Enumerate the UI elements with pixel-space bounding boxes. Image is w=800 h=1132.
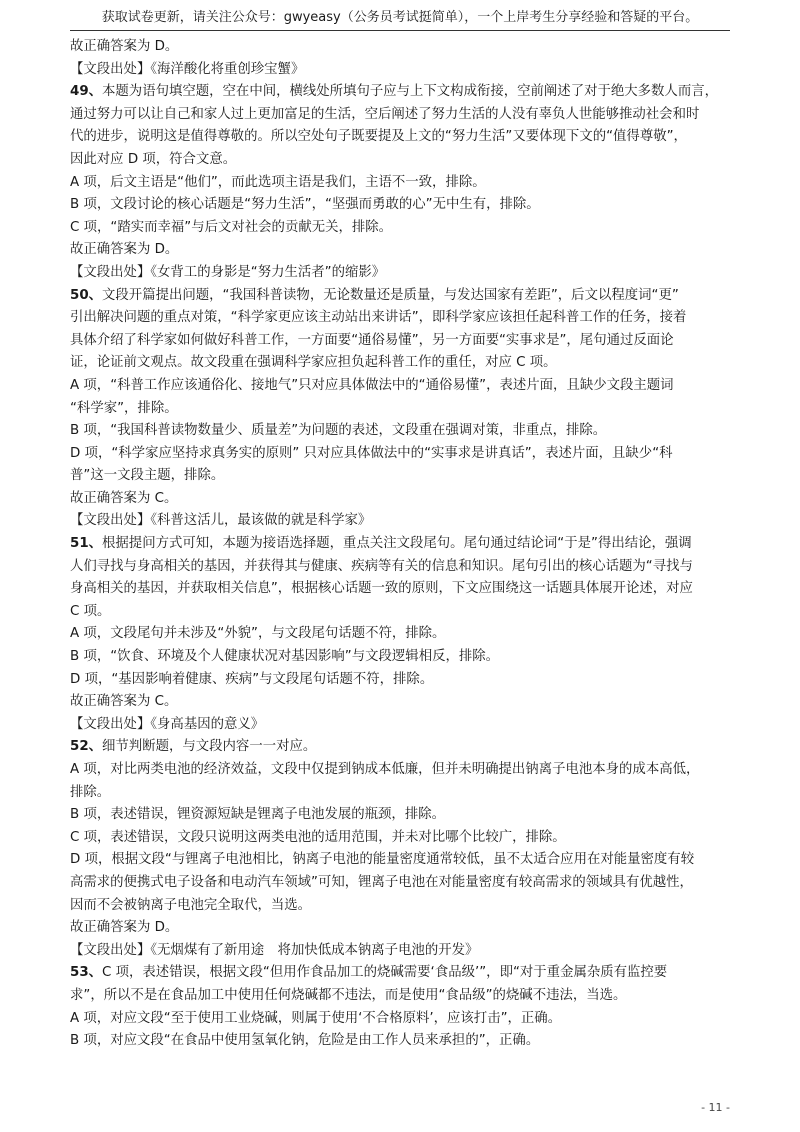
text-line (70, 940, 738, 963)
text-line (70, 285, 738, 308)
line-text: 人们寻找与身高相关的基因，并获得其与健康、疾病等有关的信息和知识。尾句引出的核心话题为“寻找与 (70, 558, 693, 574)
text-line (70, 443, 738, 466)
page-header: 获取试卷更新，请关注公众号：gwyeasy（公务员考试挺简单），一个上岸考生分享经验和答疑的平台。 (70, 8, 730, 31)
text-line (70, 217, 738, 240)
text-line (70, 895, 738, 918)
text-line (70, 782, 738, 805)
text-line (70, 149, 738, 172)
text-line (70, 691, 738, 714)
text-line (70, 736, 738, 759)
line-text: 求”，所以不是在食品加工中使用任何烧碱都不违法，而是使用“食品级”的烧碱不违法，当选。 (70, 987, 627, 1003)
text-line (70, 465, 738, 488)
line-text: B 项，“我国科普读物数量少、质量差”为问题的表述，文段重在强调对策，非重点，排除。 (70, 423, 607, 439)
text-line (70, 36, 738, 59)
text-line (70, 917, 738, 940)
line-text: 【文段出处】《无烟煤有了新用途 将加快低成本钠离子电池的开发》 (70, 942, 479, 958)
text-line (70, 533, 738, 556)
text-line (70, 239, 738, 262)
question-number: 53、 (70, 965, 103, 981)
text-line (70, 849, 738, 872)
line-text: 具体介绍了科学家如何做好科普工作，一方面要“通俗易懂”，另一方面要“实事求是”，尾句通过反面论 (70, 332, 674, 348)
line-text: D 项，“科学家应坚持求真务实的原则” 只对应具体做法中的“实事求是讲真话”，表述片面，且缺少“科 (70, 445, 673, 461)
line-text: “科学家”，排除。 (70, 400, 178, 416)
text-line (70, 827, 738, 850)
text-line (70, 804, 738, 827)
line-text: 引出解决问题的重点对策，“科学家更应该主动站出来讲话”，即科学家应该担任起科普工作的任务，接着 (70, 310, 687, 326)
text-line (70, 375, 738, 398)
line-text: B 项，文段讨论的核心话题是“努力生活”，“坚强而勇敢的心”无中生有，排除。 (70, 197, 540, 213)
line-text: 故正确答案为 C。 (70, 694, 178, 710)
text-line (70, 126, 738, 149)
line-text: 身高相关的基因，并获取相关信息”，根据核心话题一致的原则，下文应围绕这一话题具体展开论述，对应 (70, 581, 693, 597)
question-number: 49、 (70, 84, 103, 100)
page-number: - 11 - (701, 1101, 730, 1114)
line-text: B 项，对应文段“在食品中使用氢氧化钠，危险是由工作人员来承担的”，正确。 (70, 1033, 540, 1049)
line-text: C 项。 (70, 603, 111, 619)
line-text: D 项，根据文段“与锂离子电池相比，钠离子电池的能量密度通常较低，虽不太适合应用在对能量密度有较 (70, 852, 695, 868)
line-text: 【文段出处】《女背工的身影是“努力生活者”的缩影》 (70, 264, 386, 280)
line-text: C 项，表述错误，文段只说明这两类电池的适用范围，并未对比哪个比较广，排除。 (70, 829, 566, 845)
text-line (70, 1030, 738, 1053)
line-text: 普”这一文段主题，排除。 (70, 468, 225, 484)
text-line (70, 759, 738, 782)
text-line (70, 59, 738, 82)
text-line (70, 488, 738, 511)
line-text: 因此对应 D 项，符合文意。 (70, 151, 237, 167)
line-text: 本题为语句填空题，空在中间，横线处所填句子应与上下文构成衔接，空前阐述了对于绝大多数人而言， (102, 84, 718, 100)
line-text: A 项，对应文段“至于使用工业烧碱，则属于使用‘不合格原料’，应该打击”，正确。 (70, 1010, 562, 1026)
text-line (70, 81, 738, 104)
text-line (70, 556, 738, 579)
text-line (70, 578, 738, 601)
text-line (70, 194, 738, 217)
line-text: 故正确答案为 C。 (70, 490, 178, 506)
line-text: C 项，表述错误，根据文段“但用作食品加工的烧碱需要‘食品级’”，即“对于重金属杂质有监控要 (102, 965, 668, 981)
line-text: 因而不会被钠离子电池完全取代，当选。 (70, 897, 312, 913)
text-line (70, 352, 738, 375)
text-line (70, 962, 738, 985)
line-text: D 项，“基因影响着健康、疾病”与文段尾句话题不符，排除。 (70, 671, 434, 687)
line-text: 根据提问方式可知，本题为接语选择题，重点关注文段尾句。尾句通过结论词“于是”得出结论，强调 (102, 536, 692, 552)
question-number: 50、 (70, 287, 103, 303)
text-line (70, 307, 738, 330)
line-text: 故正确答案为 D。 (70, 242, 179, 258)
line-text: 【文段出处】《海洋酸化将重创珍宝蟹》 (70, 61, 305, 77)
document-body (70, 36, 738, 1053)
text-line (70, 330, 738, 353)
line-text: 【文段出处】《科普这活儿，最该做的就是科学家》 (70, 513, 372, 529)
text-line (70, 623, 738, 646)
text-line (70, 262, 738, 285)
line-text: A 项，后文主语是“他们”，而此选项主语是我们，主语不一致，排除。 (70, 174, 486, 190)
question-number: 51、 (70, 536, 103, 552)
text-line (70, 172, 738, 195)
text-line (70, 646, 738, 669)
line-text: 证，论证前文观点。故文段重在强调科学家应担负起科普工作的重任，对应 C 项。 (70, 355, 557, 371)
line-text: C 项，“踏实而幸福”与后文对社会的贡献无关，排除。 (70, 219, 393, 235)
line-text: 【文段出处】《身高基因的意义》 (70, 716, 265, 732)
line-text: 通过努力可以让自己和家人过上更加富足的生活，空后阐述了努力生活的人没有辜负人世能够推动社会和时 (70, 106, 700, 122)
text-line (70, 398, 738, 421)
text-line (70, 104, 738, 127)
line-text: 高需求的便携式电子设备和电动汽车领域”可知，锂离子电池在对能量密度有较高需求的领域具有优越性， (70, 874, 693, 890)
text-line (70, 1008, 738, 1031)
line-text: 故正确答案为 D。 (70, 39, 179, 54)
line-text: A 项，“科普工作应该通俗化、接地气”只对应具体做法中的“通俗易懂”，表述片面，且缺少文段主题词 (70, 377, 674, 393)
line-text: B 项，表述错误，锂资源短缺是锂离子电池发展的瓶颈，排除。 (70, 807, 445, 823)
text-line (70, 601, 738, 624)
line-text: 细节判断题，与文段内容一一对应。 (102, 739, 317, 755)
question-number: 52、 (70, 739, 103, 755)
line-text: 文段开篇提出问题，“我国科普读物，无论数量还是质量，与发达国家有差距”，后文以程度词“更” (102, 287, 679, 303)
line-text: B 项，“饮食、环境及个人健康状况对基因影响”与文段逻辑相反，排除。 (70, 649, 500, 665)
text-line (70, 714, 738, 737)
text-line (70, 669, 738, 692)
line-text: A 项，文段尾句并未涉及“外貌”，与文段尾句话题不符，排除。 (70, 626, 446, 642)
text-line (70, 985, 738, 1008)
line-text: 代的进步，说明这是值得尊敬的。所以空处句子既要提及上文的“努力生活”又要体现下文的“值得尊敬”， (70, 129, 687, 145)
line-text: A 项，对比两类电池的经济效益，文段中仅提到钠成本低廉，但并未明确提出钠离子电池本身的成本高低， (70, 762, 700, 777)
text-line (70, 872, 738, 895)
line-text: 排除。 (70, 784, 111, 800)
line-text: 故正确答案为 D。 (70, 920, 179, 936)
text-line (70, 420, 738, 443)
text-line (70, 510, 738, 533)
